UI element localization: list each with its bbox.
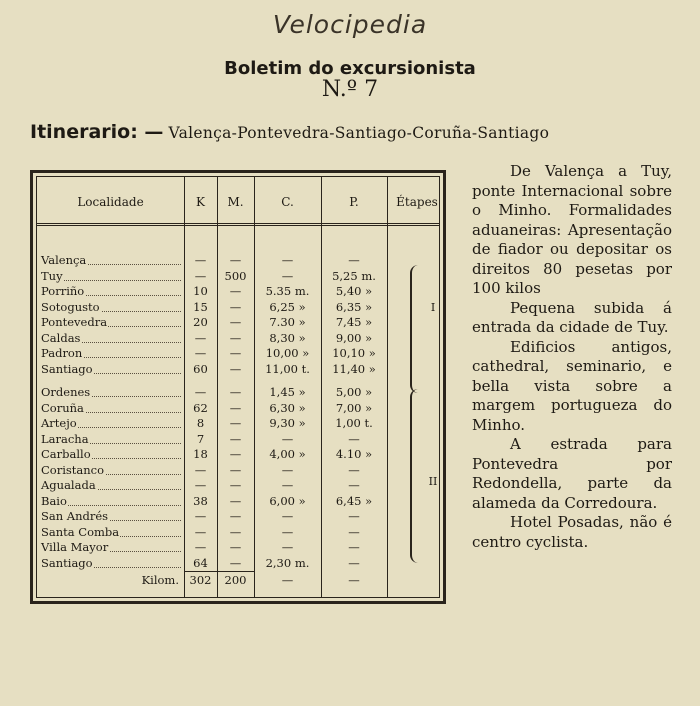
header-divider (37, 223, 439, 226)
itinerary-table-inner (36, 176, 440, 598)
cell-m: 500 (224, 268, 247, 283)
table-row (37, 494, 447, 509)
cell-p: 9,00 » (335, 330, 373, 345)
cell-loc (37, 385, 184, 400)
table-row (37, 463, 447, 478)
cell-p: 7,00 » (335, 400, 373, 415)
table-row (37, 509, 447, 524)
header-etapes: Étapes (396, 195, 438, 209)
paragraph: Hotel Posadas, não é centro cyclista. (472, 513, 672, 551)
cell-k: — (194, 524, 207, 539)
table-row (37, 556, 447, 571)
paragraph: Pequena subida á entrada da cidade de Tuy. (472, 298, 672, 336)
cell-loc (37, 509, 184, 524)
cell-p: 11,40 » (332, 361, 376, 376)
locality-name: Agualada (41, 478, 96, 492)
table-row (37, 432, 447, 447)
header-k: K (196, 195, 205, 209)
cell-c: 5.35 m. (265, 284, 310, 298)
locality-name: Coristanco (41, 462, 105, 477)
cell-c: — (281, 268, 294, 283)
locality-name: Santa Comba (41, 524, 120, 539)
table-row (37, 478, 447, 493)
cell-p: 5,25 m. (332, 268, 376, 283)
cell-c: 6,25 » (269, 299, 306, 314)
locality-name: Sotogusto (41, 299, 100, 314)
cell-m: — (229, 555, 242, 570)
locality-name: Carballo (41, 447, 91, 461)
header-p: P. (349, 195, 359, 209)
cell-k: — (194, 509, 207, 523)
header-localidade: Localidade (77, 195, 144, 209)
cell-p: 5,00 » (335, 385, 373, 399)
cell-k: — (194, 462, 207, 477)
cell-m: — (229, 299, 242, 314)
table-row (37, 346, 447, 361)
cell-loc (37, 525, 184, 540)
paragraph: De Valença a Tuy, ponte Internacional sobre o Minho. Formalidades aduaneiras: Apresentação de fiador ou depositar os direitos 80 pesetas por 100 kilos (472, 162, 672, 297)
cell-m: — (229, 416, 242, 430)
cell-c: — (281, 573, 294, 587)
cell-m: — (229, 385, 242, 399)
table-row (37, 253, 447, 268)
cell-p: 10,10 » (332, 346, 376, 360)
locality-name: Coruña (41, 400, 84, 415)
cell-m: — (229, 253, 242, 267)
cell-c: 2,30 m. (265, 555, 310, 570)
cell-loc (37, 494, 184, 509)
locality-name: Baio (41, 493, 67, 508)
cell-loc (37, 573, 184, 588)
cell-k: — (194, 253, 207, 267)
itinerary-heading (30, 121, 690, 143)
total-rule (184, 571, 254, 572)
itinerary-label: Itinerario: — (30, 121, 164, 143)
cell-loc (37, 478, 184, 493)
paragraph: Edificios antigos, cathedral, seminario, e bella vista sobre a margem portugueza do Minho. (472, 337, 672, 434)
cell-p: 6,45 » (335, 493, 373, 508)
cell-k: — (194, 540, 207, 554)
table-row (37, 269, 447, 284)
paragraph: A estrada para Pontevedra por Redondella, parte da alameda da Corredoura. (472, 435, 672, 512)
cell-k: 302 (189, 573, 212, 587)
cell-p: 4.10 » (335, 447, 373, 461)
cell-c: — (281, 540, 294, 554)
cell-m: — (229, 493, 242, 508)
cell-p: — (348, 253, 360, 267)
cell-p: — (348, 431, 360, 446)
cell-c: 6,30 » (269, 400, 306, 415)
cell-loc (37, 331, 184, 346)
cell-p: — (348, 462, 360, 477)
cell-k: — (194, 478, 207, 492)
cell-c: 8,30 » (269, 330, 306, 345)
locality-name: Porriño (41, 284, 85, 298)
cell-k: 15 (193, 299, 208, 314)
locality-name: Artejo (41, 416, 77, 430)
locality-name: Tuy (41, 268, 63, 283)
header-c: C. (281, 195, 294, 209)
cell-p: — (348, 509, 360, 523)
table-total-row (37, 573, 447, 588)
cell-c: 1,45 » (269, 385, 306, 399)
cell-loc (37, 362, 184, 377)
itinerary-table (30, 170, 446, 604)
cell-c: — (281, 253, 294, 267)
header-m: M. (227, 195, 244, 209)
cell-loc (37, 447, 184, 462)
cell-loc (37, 300, 184, 315)
etape-label: II (428, 475, 438, 488)
cell-loc (37, 556, 184, 571)
cell-loc (37, 540, 184, 555)
locality-name: Padron (41, 346, 83, 360)
cell-c: — (281, 462, 294, 477)
cell-k: 38 (193, 493, 208, 508)
table-row (37, 300, 447, 315)
cell-k: — (194, 385, 207, 399)
cell-c: — (281, 431, 294, 446)
cell-k: 60 (193, 361, 208, 376)
locality-name: San Andrés (41, 509, 109, 523)
cell-p: — (348, 524, 360, 539)
table-row (37, 315, 447, 330)
cell-k: 8 (196, 416, 205, 430)
cell-loc (37, 346, 184, 361)
itinerary-route: Valença-Pontevedra-Santiago-Coruña-Santiago (168, 124, 550, 142)
table-row (37, 447, 447, 462)
locality-name: Santiago (41, 555, 93, 570)
cell-m: — (229, 540, 242, 554)
cell-loc (37, 416, 184, 431)
locality-name: Santiago (41, 361, 93, 376)
cell-k: 64 (193, 555, 208, 570)
cell-c: 9,30 » (269, 416, 306, 430)
cell-m: — (229, 431, 242, 446)
cell-c: — (281, 509, 294, 523)
locality-name: Caldas (41, 330, 81, 345)
cell-loc (37, 401, 184, 416)
table-row (37, 284, 447, 299)
cell-loc (37, 284, 184, 299)
cell-c: 6,00 » (269, 493, 306, 508)
cell-m: — (229, 509, 242, 523)
cell-c: — (281, 478, 294, 492)
masthead-title: Velocipedia (272, 10, 428, 39)
table-row (37, 385, 447, 400)
cell-m: — (229, 524, 242, 539)
cell-m: — (229, 330, 242, 345)
cell-m: — (229, 447, 242, 461)
cell-k: — (194, 346, 207, 360)
cell-k: 18 (193, 447, 208, 461)
table-row (37, 540, 447, 555)
table-row (37, 362, 447, 377)
cell-loc (37, 432, 184, 447)
cell-m: — (229, 462, 242, 477)
cell-c: — (281, 524, 294, 539)
locality-name: Villa Mayor (41, 540, 109, 554)
cell-k: 62 (193, 400, 208, 415)
cell-loc (37, 269, 184, 284)
cell-k: — (194, 330, 207, 345)
locality-name: Pontevedra (41, 315, 108, 329)
cell-p: — (348, 478, 360, 492)
locality-name: Laracha (41, 431, 89, 446)
cell-p: 7,45 » (335, 315, 373, 329)
cell-loc (37, 253, 184, 268)
cell-p: — (348, 573, 360, 587)
table-row (37, 525, 447, 540)
cell-m: — (229, 361, 242, 376)
bulletin-number: N.º 7 (321, 77, 379, 102)
cell-loc (37, 463, 184, 478)
cell-c: 11,00 t. (265, 361, 310, 376)
cell-p: 5,40 » (335, 284, 373, 298)
cell-m: — (229, 284, 242, 298)
cell-c: 10,00 » (265, 346, 310, 360)
bulletin-title: Boletim do excursionista (224, 58, 476, 79)
cell-loc (37, 315, 184, 330)
cell-k: 7 (196, 431, 205, 446)
cell-c: 7.30 » (269, 315, 306, 329)
table-row (37, 416, 447, 431)
cell-k: 10 (193, 284, 208, 298)
cell-p: — (348, 540, 360, 554)
cell-c: 4,00 » (269, 447, 306, 461)
table-row (37, 401, 447, 416)
cell-m: 200 (224, 573, 247, 587)
table-row (37, 331, 447, 346)
cell-p: 6,35 » (335, 299, 373, 314)
locality-name: Kilom. (141, 573, 179, 587)
cell-m: — (229, 478, 242, 492)
locality-name: Valença (41, 253, 87, 267)
cell-m: — (229, 315, 242, 329)
cell-p: 1,00 t. (335, 416, 373, 430)
cell-m: — (229, 346, 242, 360)
text-column (472, 162, 672, 624)
etape-label: I (430, 301, 436, 314)
locality-name: Ordenes (41, 385, 91, 399)
cell-k: — (194, 268, 207, 283)
cell-p: — (348, 555, 360, 570)
cell-m: — (229, 400, 242, 415)
cell-k: 20 (193, 315, 208, 329)
